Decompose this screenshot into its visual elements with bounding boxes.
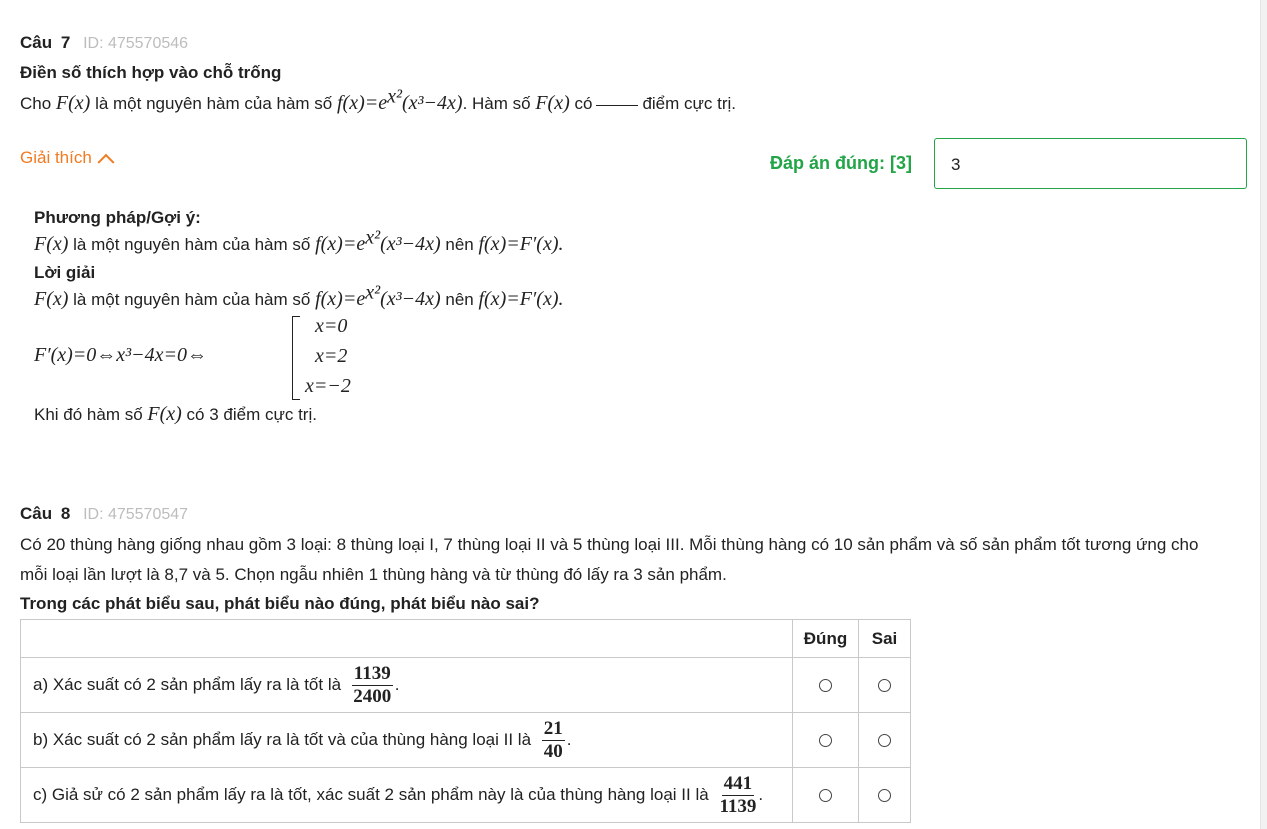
stem-text: điểm cực trị.	[642, 94, 736, 113]
stem-exponent: x²	[387, 85, 402, 108]
question-7-header	[20, 33, 188, 53]
question-id: ID: 475570546	[83, 35, 189, 52]
derivative-equation: F′(x)=0⇔x³−4x=0⇔	[34, 344, 208, 366]
question-number: 7	[60, 33, 71, 52]
radio-button[interactable]	[878, 679, 891, 692]
question-id: ID: 475570547	[83, 506, 189, 523]
explanation-toggle-label: Giải thích	[20, 148, 92, 167]
math: (x³−4x)	[380, 233, 441, 255]
stem-text: . Hàm số	[462, 94, 536, 113]
text: Khi đó hàm số	[34, 405, 148, 424]
case-bracket	[292, 316, 300, 400]
radio-button[interactable]	[819, 679, 832, 692]
statement-column-header	[21, 620, 793, 658]
question-label: Câu	[20, 33, 53, 52]
false-option-a[interactable]	[859, 658, 911, 713]
fraction	[352, 663, 393, 708]
stem-math: F(x)	[535, 92, 570, 114]
stem-math: (x³−4x)	[402, 92, 463, 114]
exponent: x²	[365, 226, 381, 249]
case-3: x=−2	[305, 375, 351, 397]
text: nên	[440, 235, 479, 254]
table-header-row	[21, 620, 911, 658]
numerator: 441	[723, 772, 753, 794]
stem-math: f(x)=e	[336, 92, 388, 114]
text: có 3 điểm cực trị.	[181, 405, 317, 424]
solution-line	[34, 281, 564, 311]
fraction	[542, 718, 565, 763]
stem-text: là một nguyên hàm của hàm số	[90, 94, 337, 113]
method-title: Phương pháp/Gợi ý:	[34, 208, 201, 227]
text: là một nguyên hàm của hàm số	[68, 290, 316, 309]
text: nên	[440, 290, 479, 309]
true-column-header: Đúng	[793, 620, 859, 658]
question-8-header	[20, 504, 188, 524]
statement-text: c) Giả sử có 2 sản phẩm lấy ra là tốt, xác suất 2 sản phẩm này là của thùng hàng loại II là	[33, 784, 709, 804]
question-number: 8	[60, 504, 71, 523]
false-option-b[interactable]	[859, 713, 911, 768]
stem-text: có	[569, 94, 593, 113]
method-line	[34, 226, 564, 256]
stem-math: F(x)	[55, 92, 91, 114]
math: f(x)=e	[315, 233, 366, 255]
question-7-stem	[20, 85, 736, 115]
fraction	[719, 773, 756, 818]
true-false-table	[20, 619, 911, 823]
table-row	[21, 713, 911, 768]
exponent: x²	[365, 281, 381, 304]
true-option-b[interactable]	[793, 713, 859, 768]
math: F(x)	[34, 288, 69, 310]
denominator: 1139	[719, 795, 757, 817]
radio-button[interactable]	[819, 789, 832, 802]
statement-b: b) Xác suất có 2 sản phẩm lấy ra là tốt và của thùng hàng loại II là $\frac{21}{40}$ .	[21, 713, 793, 768]
statement-c: c) Giả sử có 2 sản phẩm lấy ra là tốt, xác suất 2 sản phẩm này là của thùng hàng loại II là $\frac{441}{1139}$ .	[21, 768, 793, 823]
question-8-stem-line2: mỗi loại lần lượt là 8,7 và 5. Chọn ngẫu nhiên 1 thùng hàng và từ thùng đó lấy ra 3 sản phẩm.	[20, 565, 727, 584]
math: F(x)	[34, 233, 69, 255]
scrollbar[interactable]	[1260, 0, 1267, 829]
false-column-header: Sai	[859, 620, 911, 658]
table-row	[21, 658, 911, 713]
correct-answer-label: Đáp án đúng: [3]	[770, 153, 912, 173]
math: f(x)=F′(x).	[478, 288, 564, 310]
denominator: 2400	[353, 685, 392, 707]
case-1: x=0	[315, 315, 348, 337]
question-7-instruction: Điền số thích hợp vào chỗ trống	[20, 63, 282, 82]
math: F(x)	[147, 403, 182, 425]
math: (x³−4x)	[380, 288, 441, 310]
math: f(x)=F′(x).	[478, 233, 564, 255]
numerator: 1139	[353, 662, 391, 684]
explanation-toggle[interactable]	[20, 148, 112, 168]
statement-text: b) Xác suất có 2 sản phẩm lấy ra là tốt và của thùng hàng loại II là	[33, 729, 532, 749]
table-row	[21, 768, 911, 823]
false-option-c[interactable]	[859, 768, 911, 823]
radio-button[interactable]	[819, 734, 832, 747]
statement-a: a) Xác suất có 2 sản phẩm lấy ra là tốt là $\frac{1139}{2400}$ .	[21, 658, 793, 713]
chevron-up-icon	[97, 154, 114, 171]
numerator: 21	[543, 717, 563, 739]
radio-button[interactable]	[878, 789, 891, 802]
stem-text: Cho	[20, 94, 56, 113]
conclusion	[34, 403, 317, 426]
true-option-c[interactable]	[793, 768, 859, 823]
case-2: x=2	[315, 345, 348, 367]
statement-text: a) Xác suất có 2 sản phẩm lấy ra là tốt là	[33, 674, 342, 694]
denominator: 40	[543, 740, 563, 762]
true-option-a[interactable]	[793, 658, 859, 713]
question-8-stem-line1: Có 20 thùng hàng giống nhau gồm 3 loại: 8 thùng loại I, 7 thùng loại II và 5 thùng loại III. Mỗi thùng hàng có 10 sản phẩm và số sản phẩm tốt tương ứng cho	[20, 535, 1199, 554]
question-label: Câu	[20, 504, 53, 523]
fill-blank	[596, 105, 638, 106]
radio-button[interactable]	[878, 734, 891, 747]
answer-input[interactable]: 3	[934, 138, 1247, 189]
solution-title: Lời giải	[34, 263, 96, 282]
text: là một nguyên hàm của hàm số	[68, 235, 316, 254]
math: f(x)=e	[315, 288, 366, 310]
question-8-prompt: Trong các phát biểu sau, phát biểu nào đúng, phát biểu nào sai?	[20, 594, 540, 613]
